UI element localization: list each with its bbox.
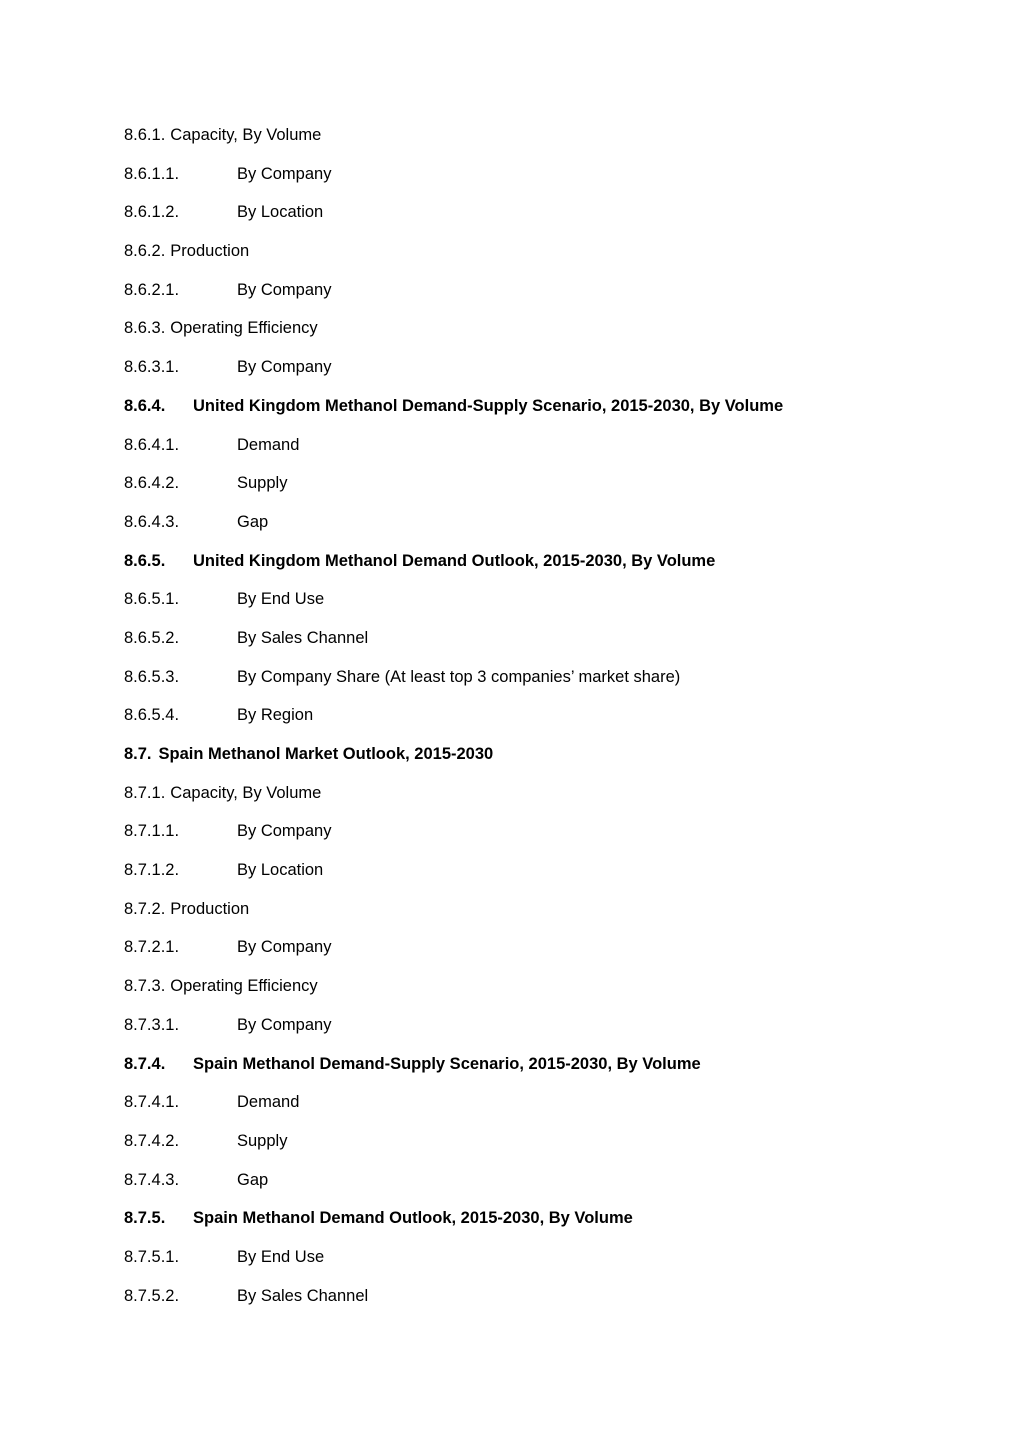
toc-entry-row — [124, 664, 984, 703]
toc-entry-row — [124, 625, 984, 664]
toc-entry-row — [124, 586, 984, 625]
toc-entry-number: 8.6.1.1. — [124, 164, 180, 183]
toc-entry-title: By Company — [237, 938, 332, 957]
toc-entry-number: 8.7.5.1. — [124, 1247, 180, 1266]
toc-entry-title: By Company — [237, 280, 332, 299]
toc-entry-row — [124, 780, 984, 819]
toc-entry-number: 8.6.4.3. — [124, 512, 180, 531]
toc-entry-title: Supply — [237, 1131, 288, 1150]
toc-entry-title: Spain Methanol Market Outlook, 2015-2030 — [158, 745, 494, 763]
toc-entry-row — [124, 857, 984, 896]
toc-entry-title: Gap — [237, 1170, 269, 1189]
toc-entry-number: 8.6.5.1. — [124, 590, 180, 609]
toc-entry-title: By Company — [237, 822, 332, 841]
toc-entry-row — [124, 1128, 984, 1167]
toc-entry-row — [124, 509, 984, 548]
toc-entry-title: By End Use — [237, 1247, 325, 1266]
toc-heading-row — [124, 741, 984, 780]
toc-entry-row — [124, 1012, 984, 1051]
toc-entry-number: 8.7.4.2. — [124, 1131, 180, 1150]
toc-entry-number: 8.6.4. — [124, 396, 166, 415]
toc-entry-row — [124, 161, 984, 200]
toc-entry-row — [124, 354, 984, 393]
toc-entry-number: 8.6.5.3. — [124, 667, 180, 686]
toc-entry-row — [124, 238, 984, 277]
toc-entry-number: 8.6.1. — [124, 126, 166, 144]
toc-entry-title: Demand — [237, 435, 300, 454]
toc-entry-row — [124, 315, 984, 354]
toc-entry-row — [124, 122, 984, 161]
toc-entry-title: Capacity, By Volume — [170, 126, 322, 144]
toc-entry-title: Operating Efficiency — [170, 319, 318, 338]
toc-entry-title: By Company Share (At least top 3 companies’ market share) — [237, 667, 681, 686]
toc-entry-number: 8.6.5. — [124, 551, 166, 570]
toc-entry-title: United Kingdom Methanol Demand Outlook, 2015-2030, By Volume — [193, 551, 716, 570]
toc-entry-number: 8.7.1. — [124, 783, 166, 802]
toc-entry-title: By Location — [237, 203, 324, 222]
toc-entry-number: 8.6.4.1. — [124, 435, 180, 454]
toc-entry-title: By Region — [237, 706, 314, 725]
toc-entry-number: 8.7.5.2. — [124, 1286, 180, 1305]
toc-entry-number: 8.6.5.2. — [124, 628, 180, 647]
toc-entry-title: By End Use — [237, 590, 325, 609]
toc-entry-title: By Company — [237, 164, 332, 183]
toc-entry-row — [124, 470, 984, 509]
toc-entry-number: 8.6.3. — [124, 319, 166, 338]
toc-entry-title: Supply — [237, 474, 288, 493]
toc-entry-number: 8.6.3.1. — [124, 358, 180, 377]
toc-entry-title: Spain Methanol Demand Outlook, 2015-2030, By Volume — [193, 1209, 633, 1228]
toc-entry-title: Production — [170, 899, 250, 918]
toc-entry-number: 8.7.1.1. — [124, 822, 180, 841]
toc-entry-title: United Kingdom Methanol Demand-Supply Scenario, 2015-2030, By Volume — [193, 396, 784, 415]
toc-entry-row — [124, 432, 984, 471]
toc-entry-number: 8.6.4.2. — [124, 474, 180, 493]
toc-entry-title: By Sales Channel — [237, 628, 369, 647]
toc-entry-number: 8.7.3.1. — [124, 1015, 180, 1034]
toc-entry-number: 8.7.1.2. — [124, 861, 180, 880]
toc-entry-row — [124, 199, 984, 238]
toc-entry-number: 8.7.4.3. — [124, 1170, 180, 1189]
toc-entry-title: Production — [170, 242, 250, 261]
toc-entry-title: Gap — [237, 512, 269, 531]
toc-entry-title: By Company — [237, 1015, 332, 1034]
toc-entry-title: By Company — [237, 358, 332, 377]
toc-heading-row — [124, 1205, 984, 1244]
toc-entry-row — [124, 973, 984, 1012]
toc-heading-row — [124, 548, 984, 587]
toc-heading-row — [124, 393, 984, 432]
toc-entry-row — [124, 818, 984, 857]
toc-entry-number: 8.6.2. — [124, 242, 166, 261]
toc-entry-row — [124, 1167, 984, 1206]
toc-entry-title: Spain Methanol Demand-Supply Scenario, 2015-2030, By Volume — [193, 1054, 701, 1073]
toc-entry-number: 8.7.3. — [124, 977, 166, 996]
toc-entry-row — [124, 277, 984, 316]
toc-entry-number: 8.7.4. — [124, 1054, 166, 1073]
table-of-contents — [124, 122, 984, 1321]
toc-entry-number: 8.6.2.1. — [124, 280, 180, 299]
toc-heading-row — [124, 1051, 984, 1090]
toc-entry-title: By Sales Channel — [237, 1286, 369, 1305]
toc-entry-row — [124, 1244, 984, 1283]
toc-entry-number: 8.7.4.1. — [124, 1093, 180, 1112]
toc-entry-number: 8.7.2. — [124, 899, 166, 918]
toc-entry-row — [124, 896, 984, 935]
toc-entry-row — [124, 934, 984, 973]
toc-entry-number: 8.7.5. — [124, 1209, 166, 1228]
toc-entry-number: 8.7. — [124, 745, 152, 763]
toc-entry-title: By Location — [237, 861, 324, 880]
toc-entry-row — [124, 1283, 984, 1322]
toc-entry-row — [124, 702, 984, 741]
toc-entry-title: Capacity, By Volume — [170, 783, 322, 802]
toc-entry-number: 8.6.1.2. — [124, 203, 180, 222]
toc-entry-number: 8.7.2.1. — [124, 938, 180, 957]
toc-entry-title: Operating Efficiency — [170, 977, 318, 996]
toc-entry-number: 8.6.5.4. — [124, 706, 180, 725]
toc-entry-title: Demand — [237, 1093, 300, 1112]
toc-entry-row — [124, 1089, 984, 1128]
